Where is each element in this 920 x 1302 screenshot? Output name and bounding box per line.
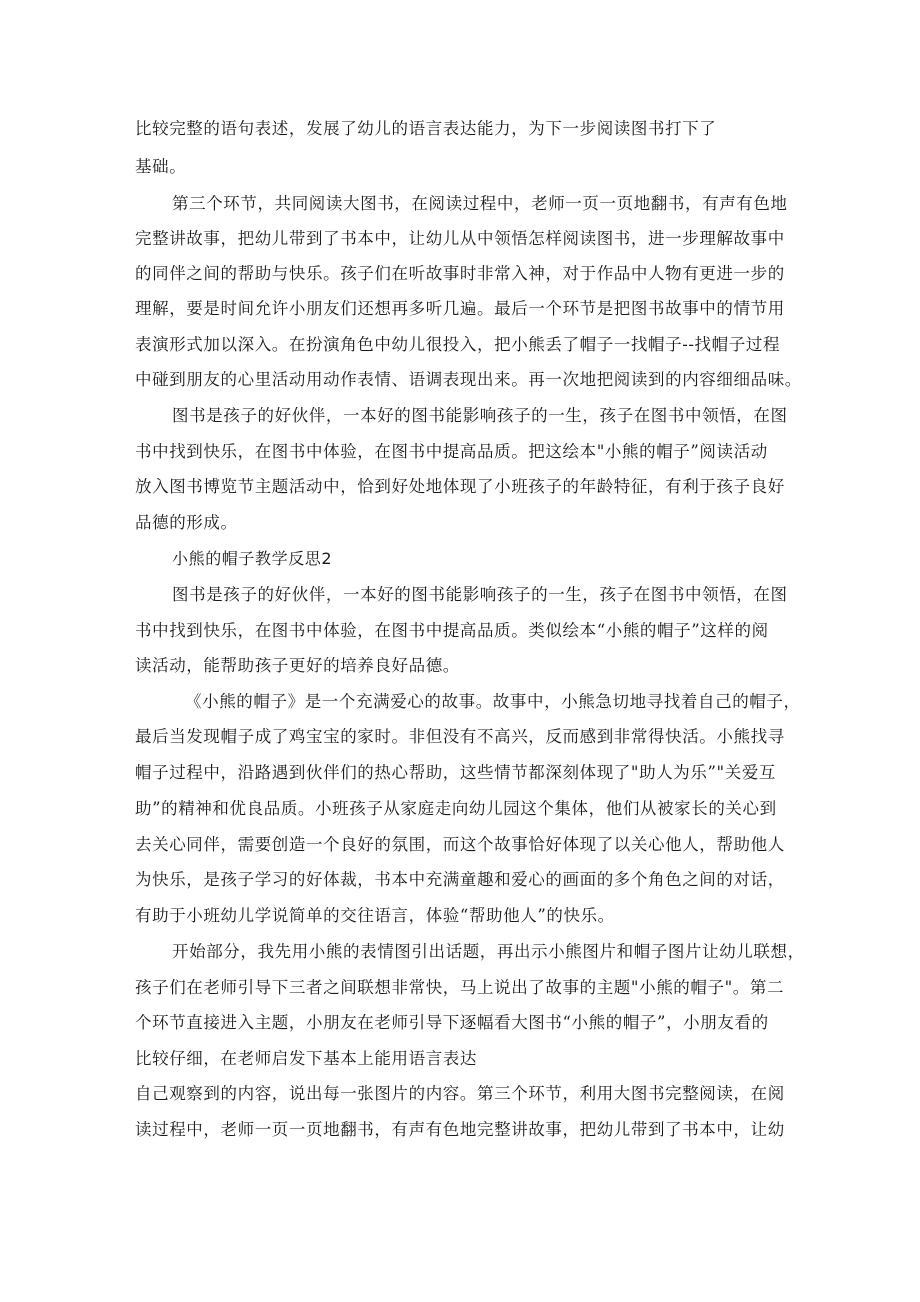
text-line: 个环节直接进入主题，小朋友在老师引导下逐幅看大图书“小熊的帽子”，小朋友看的 bbox=[135, 1013, 769, 1032]
text-line: 的同伴之间的帮助与快乐。孩子们在听故事时非常入神，对于作品中人物有更进一步的 bbox=[135, 264, 785, 283]
text-line: 孩子们在老师引导下三者之间联想非常快，马上说出了故事的主题"小熊的帽子"。第二 bbox=[135, 978, 785, 997]
text-line: 助”的精神和优良品质。小班孩子从家庭走向幼儿园这个集体，他们从被家长的关心到 bbox=[135, 799, 777, 818]
text-line: 读活动，能帮助孩子更好的培养良好品德。 bbox=[135, 656, 460, 675]
text-line: 开始部分，我先用小熊的表情图引出话题，再出示小熊图片和帽子图片让幼儿联想， bbox=[172, 942, 805, 961]
text-line: 理解，要是时间允许小朋友们还想再多听几遍。最后一个环节是把图书故事中的情节用 bbox=[135, 299, 785, 318]
text-line: 自己观察到的内容，说出每一张图片的内容。第三个环节，利用大图书完整阅读，在阅 bbox=[135, 1084, 785, 1103]
text-line: 基础。 bbox=[135, 157, 187, 176]
text-line: 表演形式加以深入。在扮演角色中幼儿很投入，把小熊丢了帽子一找帽子--找帽子过程 bbox=[135, 335, 781, 354]
text-line: 有助于小班幼儿学说简单的交往语言，体验“帮助他人”的快乐。 bbox=[135, 906, 615, 925]
text-line: 为快乐，是孩子学习的好体裁，书本中充满童趣和爱心的画面的多个角色之间的对话， bbox=[135, 870, 785, 889]
text-line: 中碰到朋友的心里活动用动作表情、语调表现出来。再一次地把阅读到的内容细细品味。 bbox=[135, 370, 802, 389]
text-line: 《小熊的帽子》是一个充满爱心的故事。故事中，小熊急切地寻找着自己的帽子， bbox=[185, 692, 801, 711]
text-line: 去关心同伴，需要创造一个良好的氛围，而这个故事恰好体现了以关心他人，帮助他人 bbox=[135, 835, 785, 854]
text-line: 书中找到快乐，在图书中体验，在图书中提高品质。类似绘本“小熊的帽子”这样的阅 bbox=[135, 621, 769, 640]
text-line: 比较完整的语句表述，发展了幼儿的语言表达能力，为下一步阅读图书打下了 bbox=[135, 119, 717, 138]
text-line: 图书是孩子的好伙伴，一本好的图书能影响孩子的一生，孩子在图书中领悟，在图 bbox=[172, 585, 788, 604]
text-line: 品德的形成。 bbox=[135, 513, 238, 532]
text-line: 放入图书博览节主题活动中，恰到好处地体现了小班孩子的年龄特征，有利于孩子良好 bbox=[135, 477, 785, 496]
text-line: 书中找到快乐，在图书中体验，在图书中提高品质。把这绘本"小熊的帽子”阅读活动 bbox=[135, 442, 768, 461]
text-line: 第三个环节，共同阅读大图书，在阅读过程中，老师一页一页地翻书，有声有色地 bbox=[172, 194, 788, 213]
text-line: 帽子过程中，沿路遇到伙伴们的热心帮助，这些情节都深刻体现了"助人为乐”"关爱互 bbox=[135, 763, 777, 782]
text-line: 完整讲故事，把幼儿带到了书本中，让幼儿从中领悟怎样阅读图书，进一步理解故事中 bbox=[135, 229, 785, 248]
text-line: 读过程中，老师一页一页地翻书，有声有色地完整讲故事，把幼儿带到了书本中，让幼 bbox=[135, 1120, 785, 1139]
text-line: 最后当发现帽子成了鸡宝宝的家时。非但没有不高兴，反而感到非常得快活。小熊找寻 bbox=[135, 727, 785, 746]
section-heading: 小熊的帽子教学反思2 bbox=[172, 549, 333, 568]
text-line: 图书是孩子的好伙伴，一本好的图书能影响孩子的一生，孩子在图书中领悟，在图 bbox=[172, 406, 788, 425]
text-line: 比较仔细，在老师启发下基本上能用语言表达 bbox=[135, 1049, 477, 1068]
